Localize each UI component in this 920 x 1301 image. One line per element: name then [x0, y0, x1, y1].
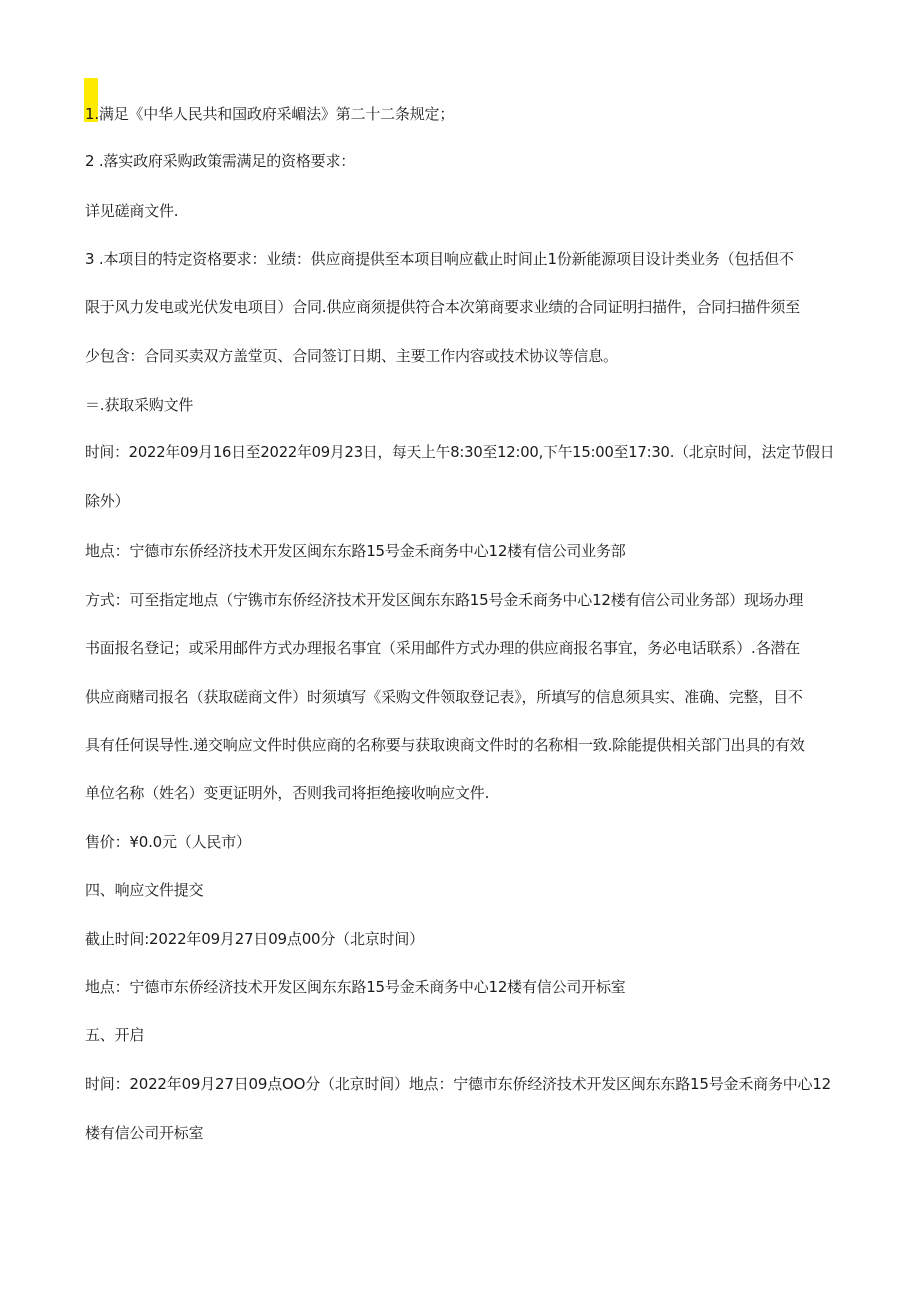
text-line-6: 少包含：合同买卖双方盖堂页、合同签订日期、主要工作内容或技术协议等信息。 [85, 347, 618, 365]
text-line-10: 地点：宁德市东侨经济技术开发区闽东东路15号金禾商务中心12楼有信公司业务部 [85, 542, 626, 560]
text-line-9: 除外） [85, 492, 130, 510]
text-line-2: 2 .落实政府采购政策需满足的资格要求： [85, 152, 356, 170]
text-line-12: 书面报名登记；或采用邮件方式办理报名事宜（采用邮件方式办理的供应商报名事宜，务必电话联系）.各潜在 [85, 639, 800, 657]
text-line-8: 时间：2022年09月16日至2022年09月23日，每天上午8:30至12:00,下午15:00至17:30.（北京时间，法定节假日 [85, 444, 835, 461]
text-line-11: 方式：可至指定地点（宁镌市东侨经济技术开发区闽东东路15号金禾商务中心12楼有信公司业务部）现场办理 [85, 591, 804, 609]
text-line-21: 时间：2022年09月27日09点OO分（北京时间）地点：宁德市东侨经济技术开发区闽东东路15号金禾商务中心12 [85, 1075, 832, 1093]
text-line-18: 截止时间:2022年09月27日09点00分（北京时间） [85, 930, 424, 948]
text-line-20: 五、开启 [85, 1026, 145, 1044]
text-line-3: 详见磋商文件. [85, 202, 179, 220]
text-line-15: 单位名称（姓名）变更证明外，否则我司将拒绝接收响应文件. [85, 784, 490, 802]
text-line-16: 售价：¥0.0元（人民市） [85, 833, 251, 851]
text-line-7: ＝.获取采购文件 [85, 396, 194, 414]
text-line-5: 限于风力发电或光伏发电项目）合同.供应商须提供符合本次第商要求业绩的合同证明扫描件，合同扫描件须至 [85, 298, 800, 316]
text-line-13: 供应商赌司报名（获取磋商文件）时须填写《采购文件领取登记表》，所填写的信息须具实、准确、完整，目不 [85, 688, 803, 706]
text-line-19: 地点：宁德市东侨经济技术开发区闽东东路15号金禾商务中心12楼有信公司开标室 [85, 978, 626, 996]
text-line-4: 3 .本项目的特定资格要求：业绩：供应商提供至本项目响应截止时间止1份新能源项目设计类业务（包括但不 [85, 250, 794, 268]
text-line-1: 1.满足《中华人民共和国政府采嵋法》第二十二条规定； [85, 105, 455, 123]
text-line-14: 具有任何误导性.递交响应文件时供应商的名称要与获取谀商文件时的名称相一致.除能提供相关部门出具的有效 [85, 736, 805, 754]
text-line-22: 楼有信公司开标室 [85, 1124, 204, 1142]
text-line-17: 四、响应文件提交 [85, 881, 204, 899]
